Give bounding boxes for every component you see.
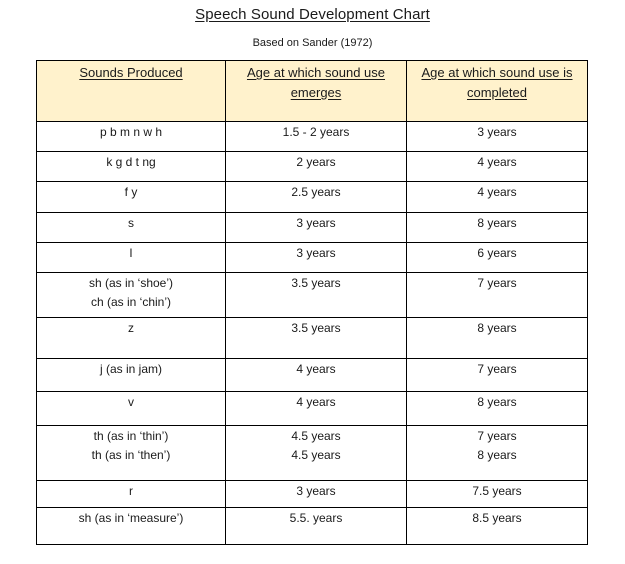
cell-age-completed bbox=[407, 182, 588, 213]
cell-age-emerges bbox=[226, 273, 407, 318]
header-age-emerges: Age at which sound use emerges bbox=[226, 61, 407, 122]
cell-sound bbox=[37, 318, 226, 359]
cell-text: th (as in ‘thin’) bbox=[93, 429, 169, 443]
table-row bbox=[37, 318, 588, 359]
cell-text: 8 years bbox=[477, 216, 517, 230]
cell-age-emerges bbox=[226, 152, 407, 182]
cell-age-emerges bbox=[226, 392, 407, 426]
table-body bbox=[37, 122, 588, 545]
cell-text: ch (as in ‘chin’) bbox=[90, 295, 172, 309]
cell-age-completed bbox=[407, 318, 588, 359]
cell-text: 3.5 years bbox=[291, 321, 341, 335]
cell-text: sh (as in ‘measure’) bbox=[78, 511, 184, 525]
cell-age-emerges bbox=[226, 243, 407, 273]
table-row bbox=[37, 213, 588, 243]
cell-text: 3 years bbox=[296, 216, 336, 230]
cell-text: j (as in jam) bbox=[99, 362, 162, 376]
cell-text: 4 years bbox=[477, 185, 517, 199]
cell-text: 4.5 years bbox=[291, 429, 341, 443]
table-row bbox=[37, 359, 588, 392]
cell-sound bbox=[37, 213, 226, 243]
cell-sound bbox=[37, 359, 226, 392]
cell-text: 7 years bbox=[477, 429, 517, 443]
table-row bbox=[37, 152, 588, 182]
table-row bbox=[37, 481, 588, 508]
speech-sound-table bbox=[36, 60, 588, 545]
cell-text: 8 years bbox=[477, 448, 517, 462]
cell-text: v bbox=[128, 395, 134, 409]
cell-text: 3 years bbox=[296, 246, 336, 260]
cell-text: r bbox=[129, 484, 133, 498]
cell-sound bbox=[37, 426, 226, 481]
cell-sound bbox=[37, 481, 226, 508]
cell-age-completed bbox=[407, 426, 588, 481]
cell-text: 8 years bbox=[477, 321, 517, 335]
table-row bbox=[37, 508, 588, 545]
cell-text: 7 years bbox=[477, 276, 517, 290]
cell-text: k g d t ng bbox=[106, 155, 156, 169]
cell-age-emerges bbox=[226, 213, 407, 243]
table-row bbox=[37, 273, 588, 318]
cell-age-emerges bbox=[226, 318, 407, 359]
cell-text: z bbox=[128, 321, 134, 335]
cell-sound bbox=[37, 508, 226, 545]
cell-text: f y bbox=[124, 185, 138, 199]
cell-age-emerges bbox=[226, 122, 407, 152]
cell-text: 6 years bbox=[477, 246, 517, 260]
table-row bbox=[37, 243, 588, 273]
cell-text: 3.5 years bbox=[291, 276, 341, 290]
table-row bbox=[37, 182, 588, 213]
cell-text: sh (as in ‘shoe’) bbox=[88, 276, 174, 290]
cell-age-emerges bbox=[226, 359, 407, 392]
page-title: Speech Sound Development Chart bbox=[195, 6, 430, 23]
cell-text: 4 years bbox=[296, 362, 336, 376]
cell-age-completed bbox=[407, 243, 588, 273]
cell-age-completed bbox=[407, 152, 588, 182]
cell-text: th (as in ‘then’) bbox=[91, 448, 171, 462]
cell-text: 3 years bbox=[477, 125, 517, 139]
cell-sound bbox=[37, 392, 226, 426]
cell-text: s bbox=[128, 216, 134, 230]
cell-age-emerges bbox=[226, 508, 407, 545]
cell-age-emerges bbox=[226, 426, 407, 481]
cell-age-completed bbox=[407, 273, 588, 318]
table-row bbox=[37, 426, 588, 481]
cell-text: 5.5. years bbox=[289, 511, 343, 525]
cell-text: 3 years bbox=[296, 484, 336, 498]
cell-sound bbox=[37, 182, 226, 213]
page-subtitle: Based on Sander (1972) bbox=[252, 37, 373, 49]
cell-sound bbox=[37, 243, 226, 273]
cell-age-emerges bbox=[226, 481, 407, 508]
cell-text: 1.5 - 2 years bbox=[282, 125, 350, 139]
table-row bbox=[37, 122, 588, 152]
cell-age-completed bbox=[407, 359, 588, 392]
table-row bbox=[37, 392, 588, 426]
cell-text: p b m n w h bbox=[99, 125, 163, 139]
cell-text: 4 years bbox=[296, 395, 336, 409]
cell-age-completed bbox=[407, 122, 588, 152]
cell-text: 2.5 years bbox=[291, 185, 341, 199]
header-sounds-produced: Sounds Produced bbox=[37, 61, 226, 122]
cell-sound bbox=[37, 122, 226, 152]
cell-age-completed bbox=[407, 392, 588, 426]
cell-text: 2 years bbox=[296, 155, 336, 169]
cell-age-completed bbox=[407, 213, 588, 243]
cell-text: 8 years bbox=[477, 395, 517, 409]
cell-sound bbox=[37, 152, 226, 182]
cell-text: 7.5 years bbox=[472, 484, 522, 498]
cell-age-completed bbox=[407, 508, 588, 545]
table-header-row bbox=[37, 61, 588, 122]
cell-age-completed bbox=[407, 481, 588, 508]
cell-text: 7 years bbox=[477, 362, 517, 376]
cell-text: 4.5 years bbox=[291, 448, 341, 462]
cell-age-emerges bbox=[226, 182, 407, 213]
cell-text: l bbox=[129, 246, 133, 260]
cell-text: 8.5 years bbox=[472, 511, 522, 525]
cell-sound bbox=[37, 273, 226, 318]
cell-text: 4 years bbox=[477, 155, 517, 169]
header-age-completed: Age at which sound use is completed bbox=[407, 61, 588, 122]
